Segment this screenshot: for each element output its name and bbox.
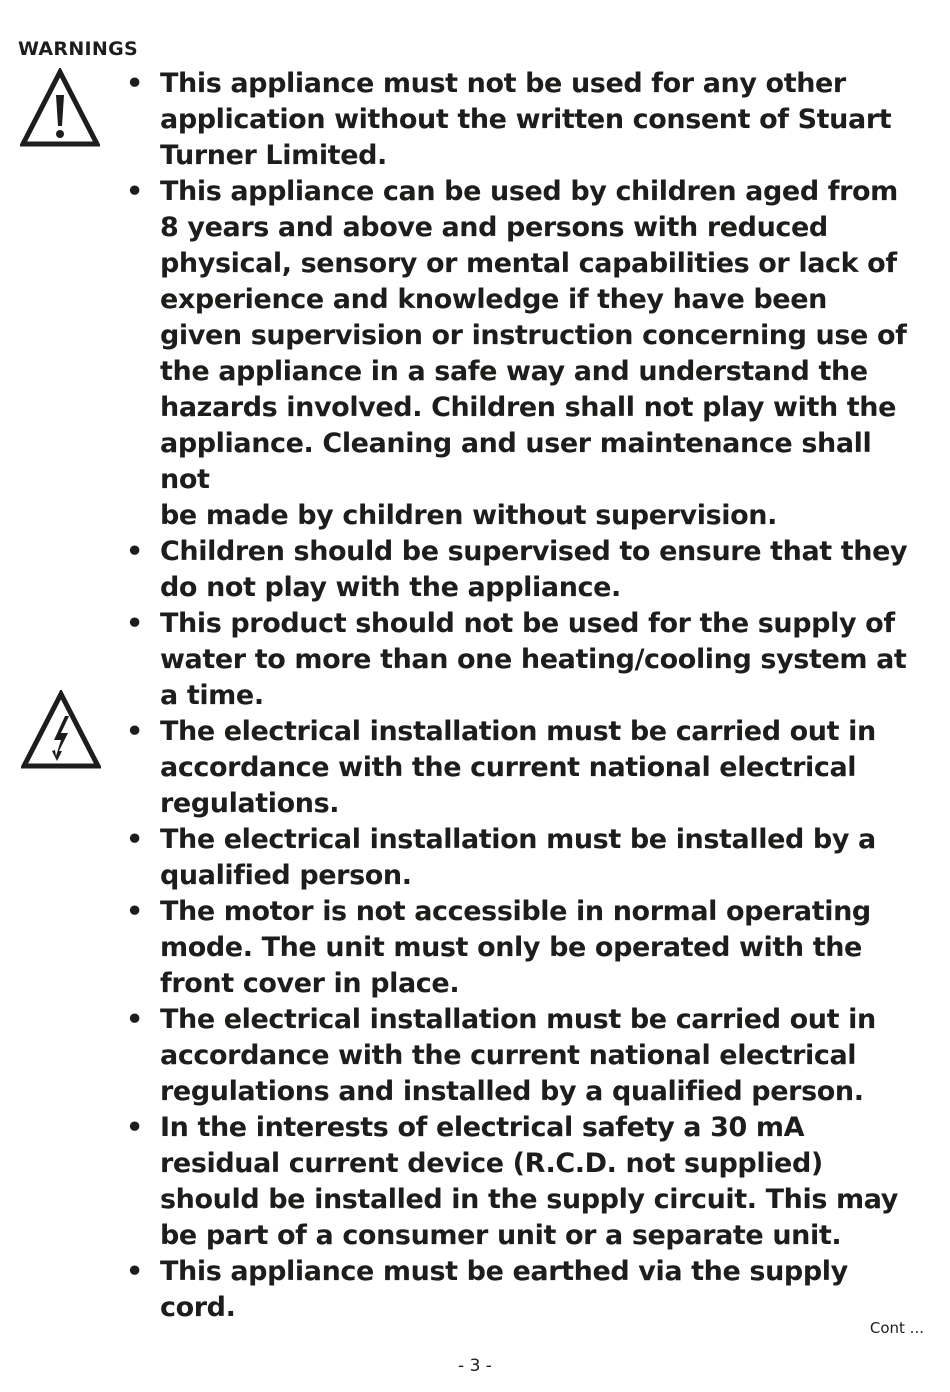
warning-text: Children should be supervised to ensure that they do not play with the appliance. <box>160 536 908 603</box>
list-item <box>122 606 912 714</box>
bullet-icon: • <box>126 536 143 567</box>
list-item <box>122 1002 912 1110</box>
bullet-icon: • <box>126 716 143 747</box>
warning-text: The electrical installation must be carried out in accordance with the current national electrical regulations and installed by a qualified person. <box>160 1004 876 1107</box>
list-item <box>122 1110 912 1254</box>
bullet-icon: • <box>126 608 143 639</box>
bullet-icon: • <box>126 68 143 99</box>
list-item <box>122 714 912 822</box>
warnings-list <box>122 66 912 1326</box>
list-item <box>122 1254 912 1326</box>
warning-text: This appliance can be used by children aged from 8 years and above and persons with reduced physical, sensory or mental capabilities or lack of experience and knowledge if they have been given supervision or instruction concerning use of the appliance in a safe way and understand the hazards involved. Children shall not play with the appliance. Cleaning and user maintenance shall not be made by children without supervision. <box>160 176 907 531</box>
warning-text: The motor is not accessible in normal operating mode. The unit must only be operated with the front cover in place. <box>160 896 871 999</box>
list-item <box>122 534 912 606</box>
bullet-icon: • <box>126 176 143 207</box>
warning-text: This product should not be used for the supply of water to more than one heating/cooling system at a time. <box>160 608 907 711</box>
bullet-icon: • <box>126 896 143 927</box>
page-number: - 3 - <box>458 1356 492 1376</box>
warning-text: The electrical installation must be installed by a qualified person. <box>160 824 876 891</box>
warning-text: In the interests of electrical safety a 30 mA residual current device (R.C.D. not supplied) should be installed in the supply circuit. This may be part of a consumer unit or a separate unit. <box>160 1112 898 1251</box>
list-item <box>122 174 912 534</box>
warning-text: The electrical installation must be carried out in accordance with the current national electrical regulations. <box>160 716 876 819</box>
list-item <box>122 66 912 174</box>
bullet-icon: • <box>126 1256 143 1287</box>
list-item <box>122 894 912 1002</box>
continued-note: Cont ... <box>869 1319 924 1337</box>
list-item <box>122 822 912 894</box>
warning-triangle-icon <box>20 68 100 148</box>
bullet-icon: • <box>126 824 143 855</box>
electrical-hazard-icon <box>21 690 101 770</box>
warning-text: This appliance must not be used for any other application without the written consent of Stuart Turner Limited. <box>160 68 892 171</box>
bullet-icon: • <box>126 1004 143 1035</box>
warning-text: This appliance must be earthed via the supply cord. <box>160 1256 848 1323</box>
bullet-icon: • <box>126 1112 143 1143</box>
page-heading: WARNINGS <box>18 38 138 60</box>
